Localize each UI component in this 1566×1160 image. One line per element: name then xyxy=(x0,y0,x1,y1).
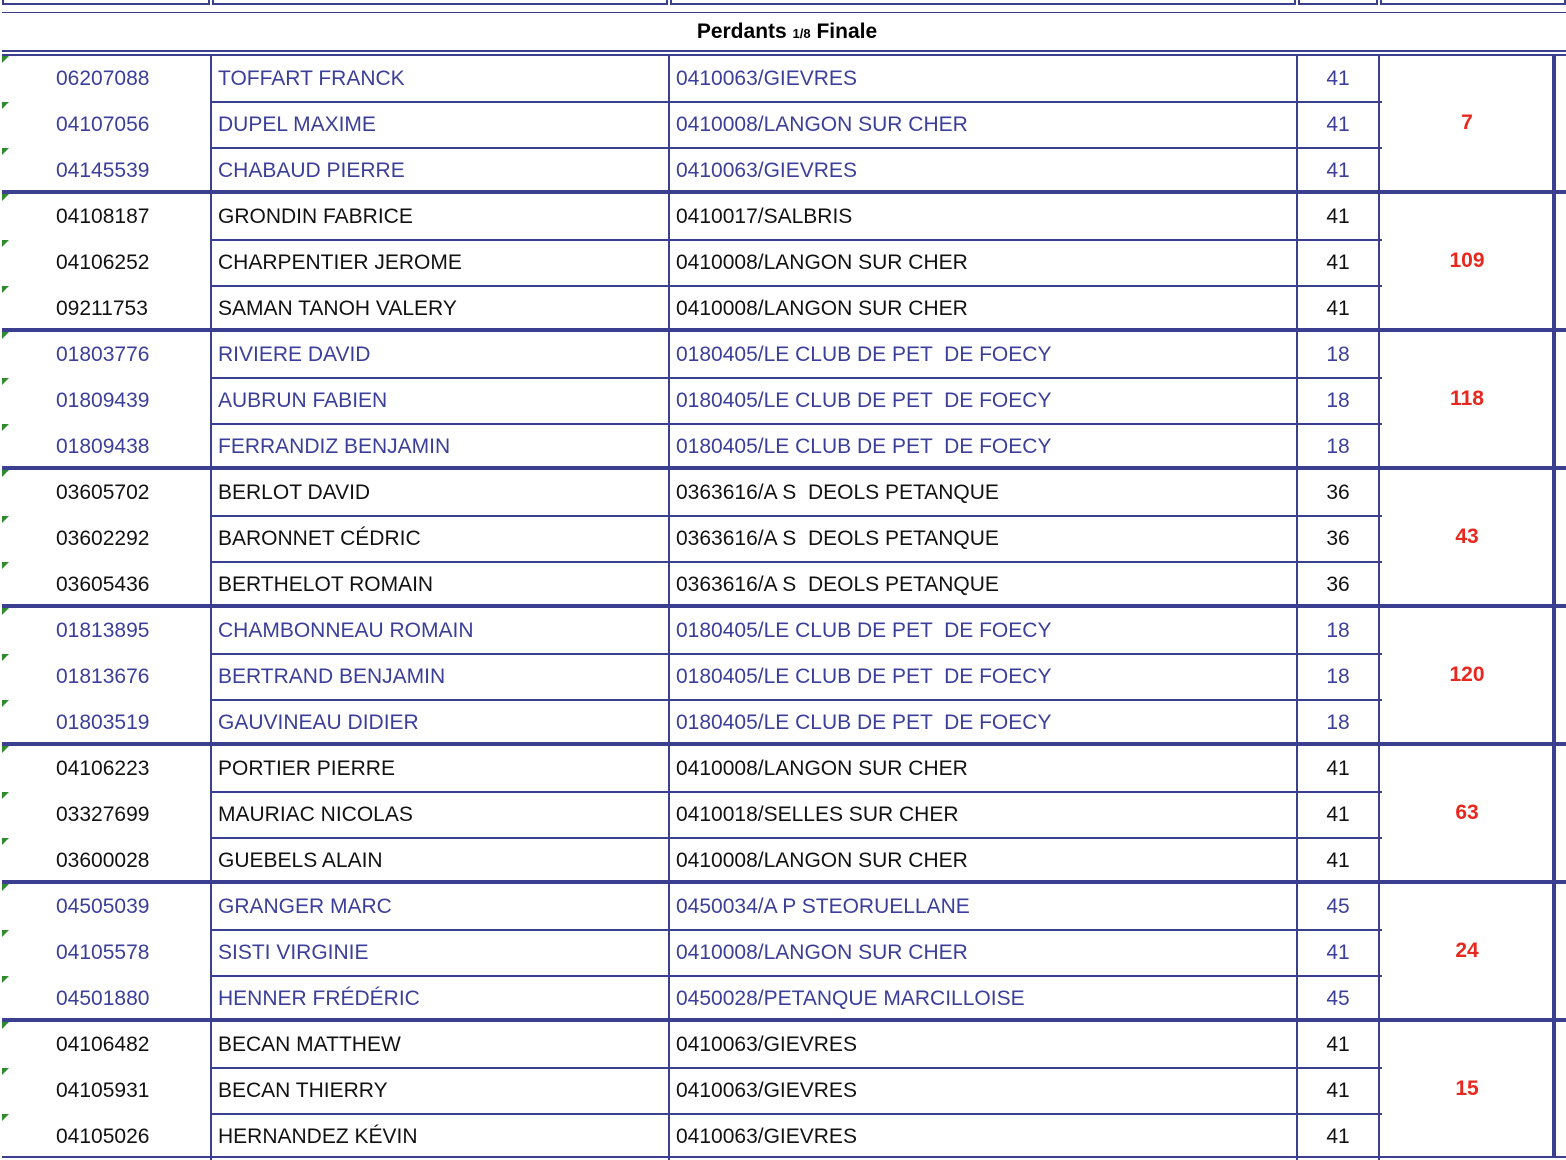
team-score[interactable]: 118 xyxy=(1382,332,1554,466)
player-name[interactable]: AUBRUN FABIEN xyxy=(210,378,668,424)
player-name[interactable]: HERNANDEZ KÉVIN xyxy=(210,1114,668,1160)
player-license[interactable]: 04505039 xyxy=(56,895,150,918)
player-department[interactable]: 41 xyxy=(1296,792,1380,838)
player-department[interactable]: 41 xyxy=(1296,56,1380,102)
player-department[interactable]: 41 xyxy=(1296,148,1380,194)
player-club[interactable]: 0410063/GIEVRES xyxy=(668,148,1296,194)
next-column-edge xyxy=(1554,608,1566,742)
player-license[interactable]: 04501880 xyxy=(56,987,150,1010)
player-name[interactable]: MAURIAC NICOLAS xyxy=(210,792,668,838)
player-department[interactable]: 36 xyxy=(1296,562,1380,608)
next-column-edge xyxy=(1554,194,1566,328)
player-name[interactable]: SAMAN TANOH VALERY xyxy=(210,286,668,332)
player-club[interactable]: 0450034/A P STEORUELLANE xyxy=(668,884,1296,930)
player-department[interactable]: 41 xyxy=(1296,102,1380,148)
row-divider xyxy=(210,699,1382,701)
team-group xyxy=(2,330,1566,468)
player-row[interactable] xyxy=(2,424,1382,470)
player-license[interactable]: 01813895 xyxy=(56,619,150,642)
team-score[interactable]: 24 xyxy=(1382,884,1554,1018)
player-row[interactable] xyxy=(2,148,1382,194)
player-club[interactable]: 0410008/LANGON SUR CHER xyxy=(668,102,1296,148)
player-club[interactable]: 0363616/A S DEOLS PETANQUE xyxy=(668,470,1296,516)
player-department[interactable]: 18 xyxy=(1296,378,1380,424)
row-divider xyxy=(210,929,1382,931)
player-name[interactable]: PORTIER PIERRE xyxy=(210,746,668,792)
player-row[interactable] xyxy=(2,1068,1382,1114)
team-score[interactable]: 7 xyxy=(1382,56,1554,190)
section-fraction: 1/8 xyxy=(792,26,811,41)
player-license[interactable]: 04106223 xyxy=(56,757,150,780)
player-license[interactable]: 04105026 xyxy=(56,1125,150,1148)
player-department[interactable]: 41 xyxy=(1296,838,1380,884)
player-department[interactable]: 41 xyxy=(1296,746,1380,792)
player-name[interactable]: BERTHELOT ROMAIN xyxy=(210,562,668,608)
player-department[interactable]: 18 xyxy=(1296,332,1380,378)
player-name[interactable]: GRONDIN FABRICE xyxy=(210,194,668,240)
player-row[interactable] xyxy=(2,378,1382,424)
team-score[interactable]: 43 xyxy=(1382,470,1554,604)
row-divider xyxy=(210,975,1382,977)
player-license[interactable]: 03600028 xyxy=(56,849,150,872)
player-club[interactable]: 0410018/SELLES SUR CHER xyxy=(668,792,1296,838)
player-club[interactable]: 0410008/LANGON SUR CHER xyxy=(668,746,1296,792)
player-department[interactable]: 45 xyxy=(1296,884,1380,930)
player-department[interactable]: 18 xyxy=(1296,424,1380,470)
player-department[interactable]: 41 xyxy=(1296,240,1380,286)
player-license[interactable]: 01803519 xyxy=(56,711,150,734)
player-club[interactable]: 0180405/LE CLUB DE PET DE FOECY xyxy=(668,424,1296,470)
player-department[interactable]: 36 xyxy=(1296,470,1380,516)
player-club[interactable]: 0410017/SALBRIS xyxy=(668,194,1296,240)
player-row[interactable] xyxy=(2,240,1382,286)
player-club[interactable]: 0410063/GIEVRES xyxy=(668,1022,1296,1068)
team-group xyxy=(2,606,1566,744)
player-name[interactable]: GAUVINEAU DIDIER xyxy=(210,700,668,746)
row-divider xyxy=(210,147,1382,149)
player-row[interactable] xyxy=(2,884,1382,930)
team-group xyxy=(2,1020,1566,1158)
player-name[interactable]: FERRANDIZ BENJAMIN xyxy=(210,424,668,470)
team-score[interactable]: 63 xyxy=(1382,746,1554,880)
player-department[interactable]: 41 xyxy=(1296,194,1380,240)
next-column-edge xyxy=(1554,470,1566,604)
player-license[interactable]: 01809439 xyxy=(56,389,150,412)
player-department[interactable]: 18 xyxy=(1296,608,1380,654)
team-group xyxy=(2,468,1566,606)
player-department[interactable]: 41 xyxy=(1296,1114,1380,1160)
player-license[interactable]: 03602292 xyxy=(56,527,150,550)
player-department[interactable]: 41 xyxy=(1296,1022,1380,1068)
player-license[interactable]: 03605436 xyxy=(56,573,150,596)
player-license[interactable]: 04105931 xyxy=(56,1079,150,1102)
player-club[interactable]: 0410008/LANGON SUR CHER xyxy=(668,838,1296,884)
player-row[interactable] xyxy=(2,792,1382,838)
team-group xyxy=(2,54,1566,192)
row-divider xyxy=(210,791,1382,793)
player-license[interactable]: 09211753 xyxy=(56,297,148,320)
player-license[interactable]: 04105578 xyxy=(56,941,150,964)
player-license[interactable]: 06207088 xyxy=(56,67,150,90)
player-row[interactable] xyxy=(2,56,1382,102)
player-department[interactable]: 18 xyxy=(1296,654,1380,700)
player-club[interactable]: 0363616/A S DEOLS PETANQUE xyxy=(668,516,1296,562)
row-divider xyxy=(210,653,1382,655)
player-row[interactable] xyxy=(2,1022,1382,1068)
player-row[interactable] xyxy=(2,1114,1382,1160)
player-club[interactable]: 0410063/GIEVRES xyxy=(668,56,1296,102)
player-name[interactable]: CHAMBONNEAU ROMAIN xyxy=(210,608,668,654)
player-row[interactable] xyxy=(2,838,1382,884)
row-divider xyxy=(210,561,1382,563)
player-row[interactable] xyxy=(2,608,1382,654)
player-department[interactable]: 41 xyxy=(1296,930,1380,976)
player-club[interactable]: 0410008/LANGON SUR CHER xyxy=(668,240,1296,286)
player-name[interactable]: DUPEL MAXIME xyxy=(210,102,668,148)
player-name[interactable]: BARONNET CÉDRIC xyxy=(210,516,668,562)
player-license[interactable]: 01803776 xyxy=(56,343,150,366)
player-license[interactable]: 04108187 xyxy=(56,205,150,228)
team-score[interactable]: 120 xyxy=(1382,608,1554,742)
player-club[interactable]: 0410008/LANGON SUR CHER xyxy=(668,930,1296,976)
player-club[interactable]: 0180405/LE CLUB DE PET DE FOECY xyxy=(668,332,1296,378)
next-column-edge xyxy=(1554,884,1566,1018)
player-name[interactable]: GUEBELS ALAIN xyxy=(210,838,668,884)
player-club[interactable]: 0180405/LE CLUB DE PET DE FOECY xyxy=(668,654,1296,700)
player-name[interactable]: BERLOT DAVID xyxy=(210,470,668,516)
player-department[interactable]: 18 xyxy=(1296,700,1380,746)
player-row[interactable] xyxy=(2,516,1382,562)
team-group xyxy=(2,744,1566,882)
player-license[interactable]: 03605702 xyxy=(56,481,150,504)
player-name[interactable]: BECAN MATTHEW xyxy=(210,1022,668,1068)
row-divider xyxy=(210,285,1382,287)
player-license[interactable]: 04106252 xyxy=(56,251,150,274)
row-divider xyxy=(210,1113,1382,1115)
team-group xyxy=(2,882,1566,1020)
player-row[interactable] xyxy=(2,470,1382,516)
player-row[interactable] xyxy=(2,976,1382,1022)
player-department[interactable]: 41 xyxy=(1296,286,1380,332)
team-score[interactable]: 15 xyxy=(1382,1022,1554,1156)
player-row[interactable] xyxy=(2,700,1382,746)
player-name[interactable]: GRANGER MARC xyxy=(210,884,668,930)
player-row[interactable] xyxy=(2,562,1382,608)
row-divider xyxy=(210,377,1382,379)
player-row[interactable] xyxy=(2,102,1382,148)
player-name[interactable]: SISTI VIRGINIE xyxy=(210,930,668,976)
row-divider xyxy=(210,1067,1382,1069)
row-divider xyxy=(210,515,1382,517)
player-license[interactable]: 04107056 xyxy=(56,113,150,136)
row-divider xyxy=(210,423,1382,425)
player-license[interactable]: 01813676 xyxy=(56,665,150,688)
player-club[interactable]: 0410063/GIEVRES xyxy=(668,1114,1296,1160)
next-column-edge xyxy=(1554,332,1566,466)
player-name[interactable]: TOFFART FRANCK xyxy=(210,56,668,102)
player-department[interactable]: 41 xyxy=(1296,1068,1380,1114)
next-column-edge xyxy=(1554,1022,1566,1156)
player-club[interactable]: 0180405/LE CLUB DE PET DE FOECY xyxy=(668,700,1296,746)
row-divider xyxy=(210,101,1382,103)
section-suffix: Finale xyxy=(816,20,878,43)
team-score[interactable]: 109 xyxy=(1382,194,1554,328)
player-row[interactable] xyxy=(2,746,1382,792)
player-license[interactable]: 01809438 xyxy=(56,435,150,458)
player-name[interactable]: CHABAUD PIERRE xyxy=(210,148,668,194)
row-divider xyxy=(210,837,1382,839)
player-name[interactable]: RIVIERE DAVID xyxy=(210,332,668,378)
player-row[interactable] xyxy=(2,286,1382,332)
previous-section-edge xyxy=(0,0,1566,8)
player-department[interactable]: 45 xyxy=(1296,976,1380,1022)
player-license[interactable]: 04145539 xyxy=(56,159,150,182)
section-title: Perdants xyxy=(696,20,787,43)
next-column-edge xyxy=(1554,746,1566,880)
player-club[interactable]: 0450028/PETANQUE MARCILLOISE xyxy=(668,976,1296,1022)
player-license[interactable]: 04106482 xyxy=(56,1033,150,1056)
player-row[interactable] xyxy=(2,194,1382,240)
player-row[interactable] xyxy=(2,332,1382,378)
player-row[interactable] xyxy=(2,930,1382,976)
team-group xyxy=(2,192,1566,330)
player-club[interactable]: 0180405/LE CLUB DE PET DE FOECY xyxy=(668,608,1296,654)
player-name[interactable]: HENNER FRÉDÉRIC xyxy=(210,976,668,1022)
player-club[interactable]: 0363616/A S DEOLS PETANQUE xyxy=(668,562,1296,608)
section-header xyxy=(2,12,1566,52)
player-name[interactable]: BERTRAND BENJAMIN xyxy=(210,654,668,700)
player-club[interactable]: 0410008/LANGON SUR CHER xyxy=(668,286,1296,332)
player-row[interactable] xyxy=(2,654,1382,700)
player-club[interactable]: 0410063/GIEVRES xyxy=(668,1068,1296,1114)
player-name[interactable]: BECAN THIERRY xyxy=(210,1068,668,1114)
player-department[interactable]: 36 xyxy=(1296,516,1380,562)
player-license[interactable]: 03327699 xyxy=(56,803,150,826)
player-name[interactable]: CHARPENTIER JEROME xyxy=(210,240,668,286)
next-column-edge xyxy=(1554,56,1566,190)
row-divider xyxy=(210,239,1382,241)
player-club[interactable]: 0180405/LE CLUB DE PET DE FOECY xyxy=(668,378,1296,424)
